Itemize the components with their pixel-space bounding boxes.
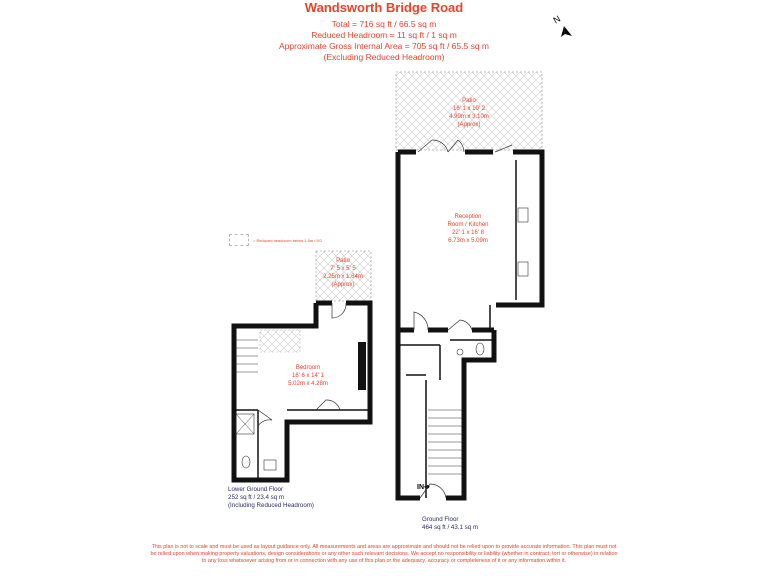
- patio-top-name: Patio: [462, 98, 476, 104]
- reception-name: Reception: [454, 214, 482, 220]
- reception-imperial: 22' 1 x 16' 8: [452, 230, 484, 236]
- gross-internal-area: Approximate Gross Internal Area = 705 sq ft / 65.5 sq m: [278, 41, 489, 51]
- reduced-headroom-area: [260, 330, 300, 352]
- wc-icon: [476, 343, 484, 355]
- lower-wc-icon: [242, 456, 250, 468]
- bedroom-metric: 5.02m x 4.28m: [288, 381, 328, 387]
- bedroom-label: [270, 364, 346, 388]
- lower-ground-floor-label: [228, 486, 314, 510]
- total-area: Total = 716 sq ft / 66.5 sq m: [331, 19, 437, 29]
- patio-small-label: [310, 257, 376, 289]
- sink-icon: [518, 262, 528, 276]
- lower-ground-walls: [234, 303, 370, 480]
- ground-floor-name: Ground Floor: [422, 516, 459, 523]
- lower-basin-icon: [264, 460, 276, 470]
- disclaimer-text: This plan is not to scale and must be used as layout guidance only. All measurements and areas are approximate and should not be relied upon to provide accurate information. This plan must not be relied upon when making property valuations, design considerations or any other such relevant decisions. We accept no responsibility or liability (whether in contract, tort or otherwise) in relation to any loss whatsoever arising from or in connection with any use of this plan or the adequacy, accuracy or completeness of it or any information within it.: [150, 544, 618, 564]
- patio-top-label: [424, 97, 514, 129]
- patio-small-metric: 2.25m x 1.64m: [323, 274, 363, 280]
- bedroom-name: Bedroom: [295, 365, 321, 371]
- excluding-note: (Excluding Reduced Headroom): [323, 52, 445, 62]
- bedroom-imperial: 16' 6 x 14' 1: [292, 373, 324, 379]
- ground-floor-stairs: [428, 410, 462, 474]
- lower-floor-note: (Including Reduced Headroom): [228, 502, 314, 509]
- wardrobe-block: [358, 342, 366, 390]
- hob-icon: [518, 208, 528, 222]
- ground-floor-label: [422, 516, 478, 532]
- legend-text: = Reduced headroom below 1.5m / 5'0: [253, 237, 322, 243]
- lower-floor-name: Lower Ground Floor: [228, 486, 284, 493]
- reduced-headroom-area: Reduced Headroom = 11 sq ft / 1 sq m: [311, 30, 457, 40]
- legend: [229, 234, 322, 246]
- lower-ground-stairs: [236, 340, 258, 372]
- patio-small-name: Patio: [336, 258, 350, 264]
- reception-metric: 6.73m x 5.09m: [448, 238, 488, 244]
- reception-label: [420, 213, 516, 245]
- patio-small-note: (Approx): [331, 282, 355, 288]
- entrance-label: IN: [417, 484, 424, 491]
- compass-letter: N: [552, 13, 563, 26]
- ground-floor-walls: [398, 152, 542, 498]
- ground-floor-area: 464 sq ft / 43.1 sq m: [422, 524, 479, 531]
- entrance-marker: [417, 483, 430, 491]
- patio-top-imperial: 16' 1 x 10' 2: [453, 106, 485, 112]
- patio-top-metric: 4.90m x 3.10m: [449, 114, 489, 120]
- lower-floor-area: 252 sq ft / 23.4 sq m: [228, 494, 285, 501]
- patio-small-imperial: 7' 5 x 5' 5: [330, 266, 356, 272]
- plan-title: Wandsworth Bridge Road: [304, 0, 464, 15]
- legend-swatch: [229, 234, 249, 246]
- reception-name2: Room / Kitchen: [447, 222, 489, 228]
- entrance-arrow-icon: ➔: [424, 484, 430, 491]
- patio-top-note: (Approx): [457, 122, 481, 128]
